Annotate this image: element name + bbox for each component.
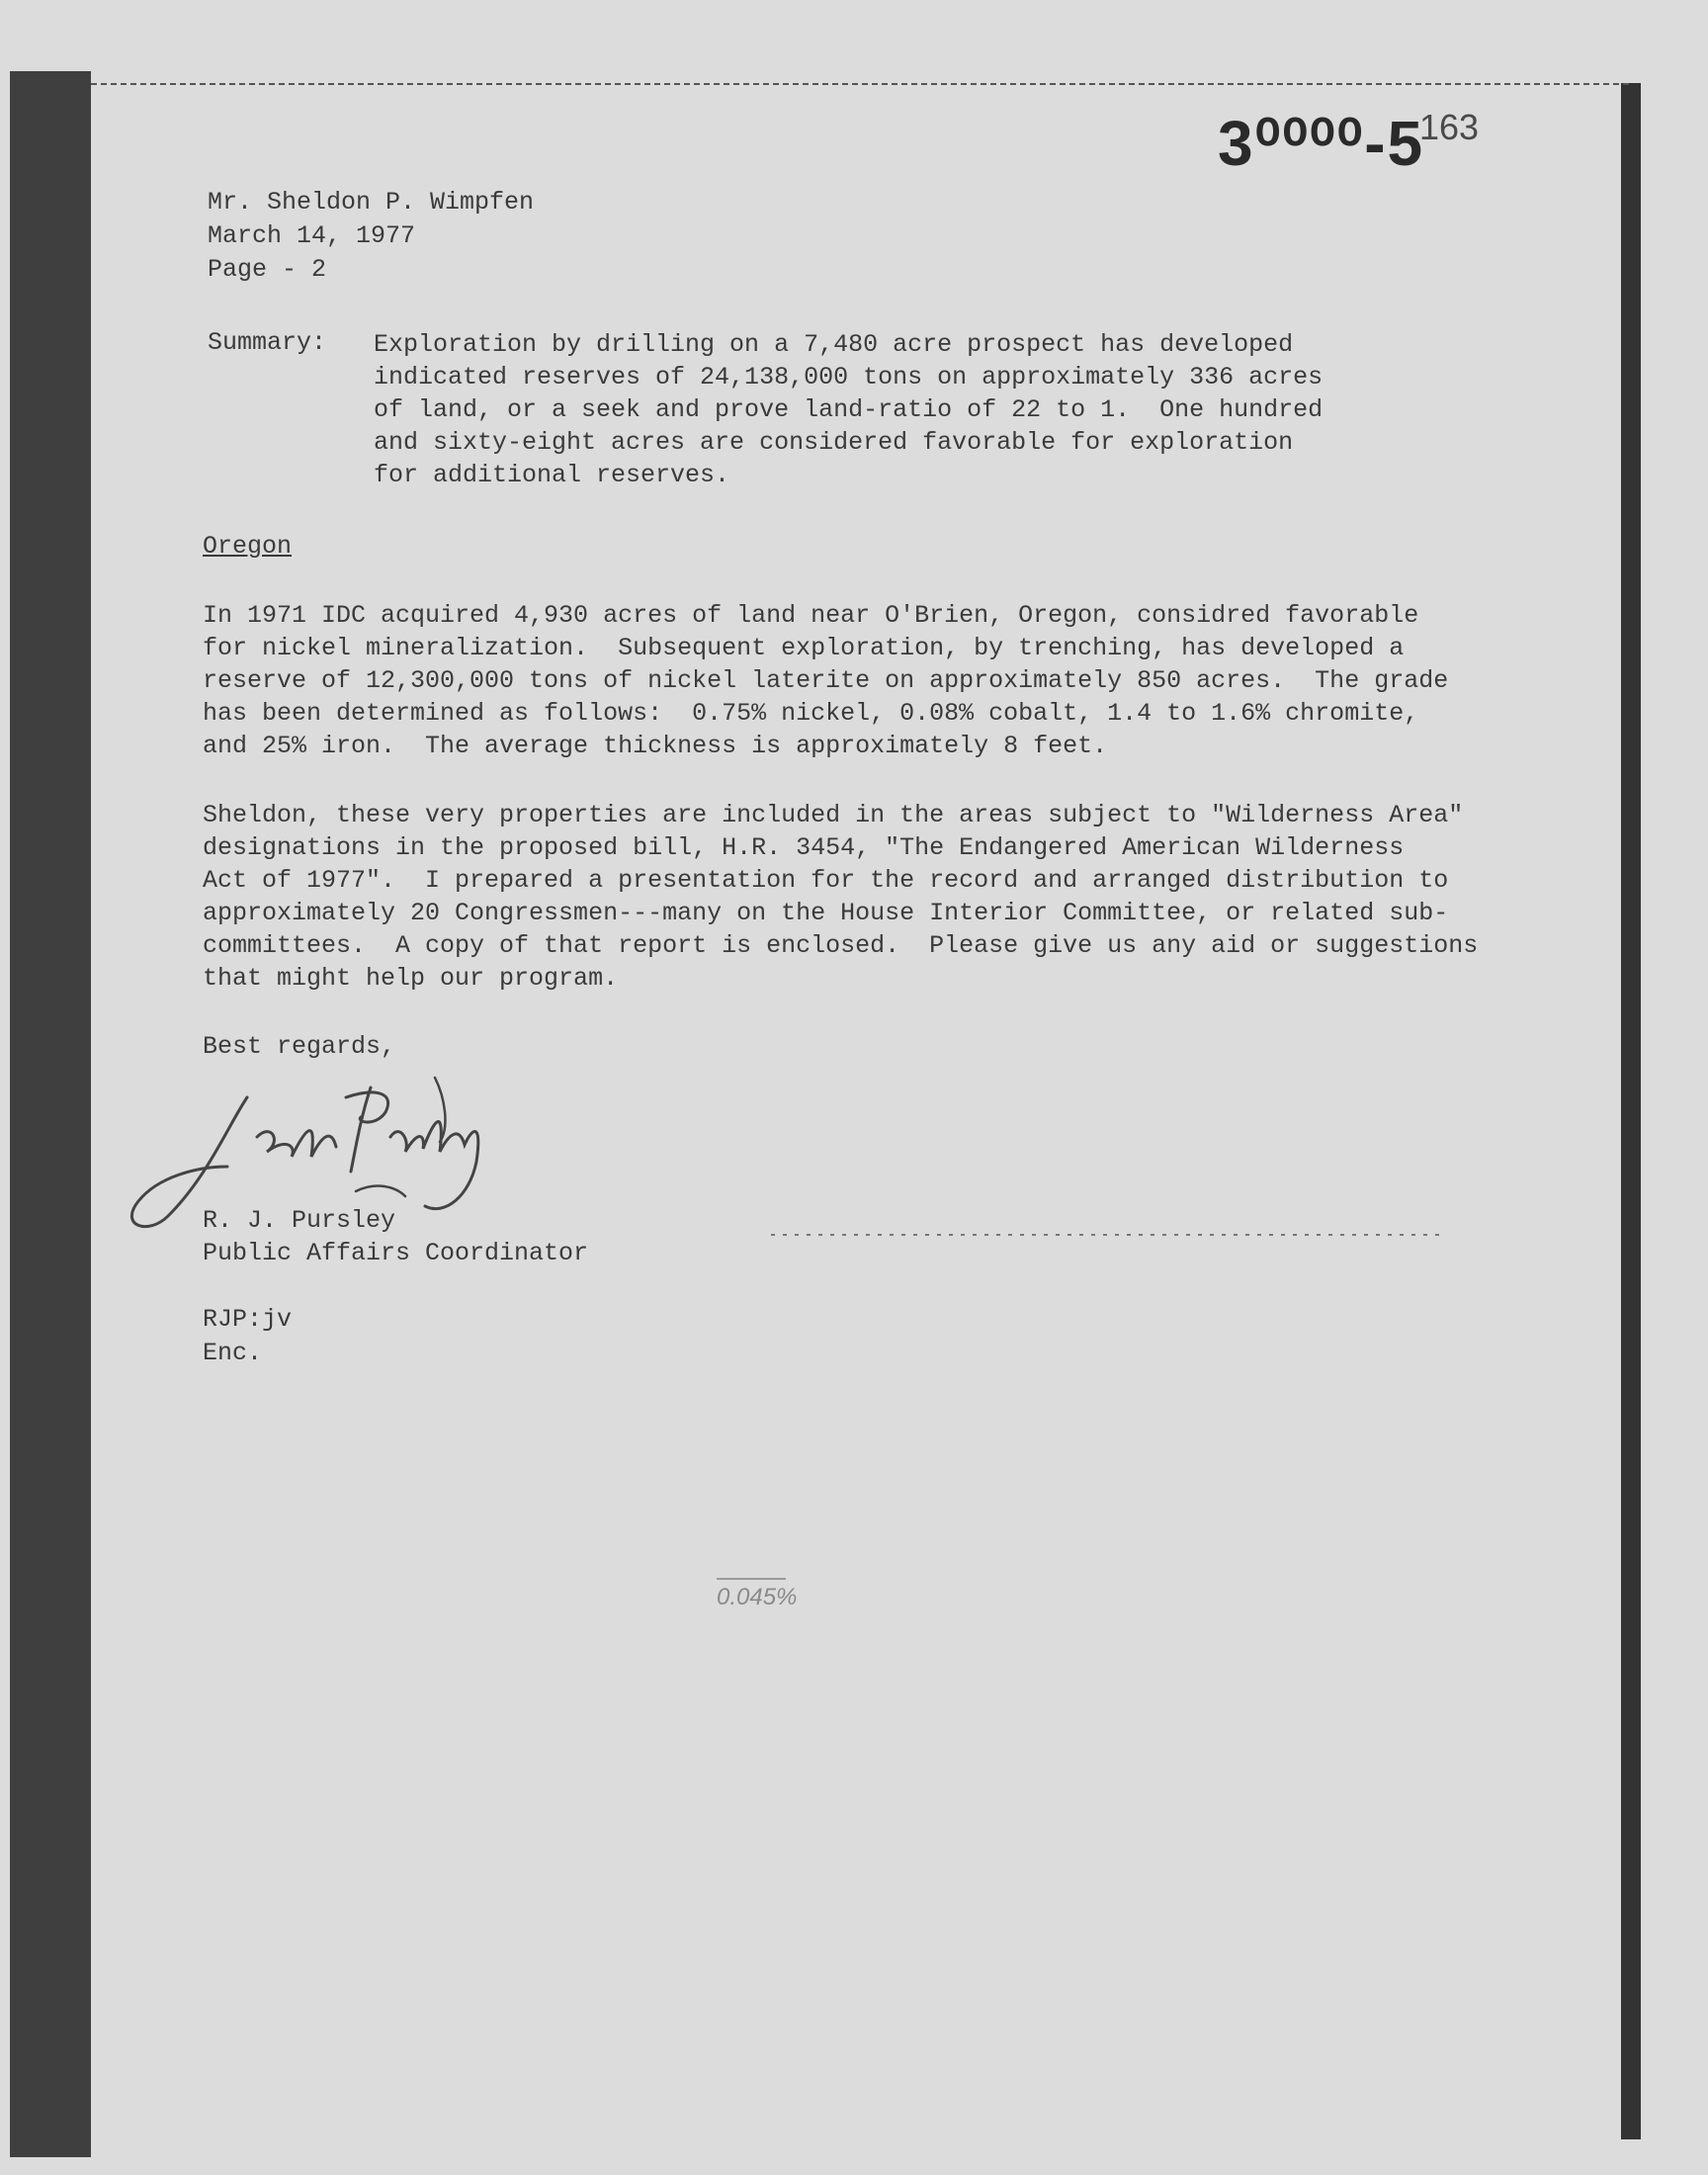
paragraph-line: approximately 20 Congressmen---many on the House Interior Committee, or related sub- (203, 899, 1449, 927)
document-stamp: 3⁰⁰⁰⁰-5 (1218, 108, 1425, 179)
paragraph-line: In 1971 IDC acquired 4,930 acres of land near O'Brien, Oregon, considred favorable (203, 601, 1419, 630)
paragraph-line: has been determined as follows: 0.75% nickel, 0.08% cobalt, 1.4 to 1.6% chromite, (203, 699, 1419, 728)
letter-date: March 14, 1977 (208, 221, 416, 250)
paragraph-line: committees. A copy of that report is enclosed. Please give us any aid or suggestions (203, 931, 1479, 960)
summary-line: of land, or a seek and prove land-ratio of 22 to 1. One hundred (374, 395, 1324, 424)
section-heading-oregon: Oregon (203, 532, 293, 561)
handwritten-note: 0.045% (717, 1584, 798, 1610)
signer-title: Public Affairs Coordinator (203, 1239, 589, 1267)
paragraph-line: designations in the proposed bill, H.R. 3454, "The Endangered American Wilderness (203, 833, 1405, 862)
enclosure-note: Enc. (203, 1339, 263, 1367)
closing-salutation: Best regards, (203, 1032, 396, 1061)
document-stamp-suffix: 163 (1419, 107, 1480, 147)
summary-line: indicated reserves of 24,138,000 tons on approximately 336 acres (374, 363, 1324, 392)
summary-line: and sixty-eight acres are considered favorable for exploration (374, 428, 1294, 457)
paragraph-line: for nickel mineralization. Subsequent exploration, by trenching, has developed a (203, 634, 1405, 662)
top-rule (91, 83, 1633, 85)
summary-label: Summary: (208, 328, 327, 357)
recipient-name: Mr. Sheldon P. Wimpfen (208, 188, 535, 217)
paragraph-line: Act of 1977". I prepared a presentation for the record and arranged distribution to (203, 866, 1449, 895)
page-number: Page - 2 (208, 255, 327, 284)
summary-line: Exploration by drilling on a 7,480 acre prospect has developed (374, 330, 1294, 359)
summary-line: for additional reserves. (374, 461, 730, 489)
signer-name: R. J. Pursley (203, 1206, 396, 1235)
sheldon-paragraph (203, 799, 1616, 995)
paragraph-line: and 25% iron. The average thickness is approximately 8 feet. (203, 732, 1108, 760)
paragraph-line: reserve of 12,300,000 tons of nickel laterite on approximately 850 acres. The grade (203, 666, 1449, 695)
paragraph-line: that might help our program. (203, 964, 619, 993)
summary-text (374, 328, 1441, 491)
scan-edge-right (1621, 83, 1641, 2139)
reference-initials: RJP:jv (203, 1305, 293, 1334)
scan-edge-left (10, 71, 91, 2157)
dotted-rule (771, 1234, 1443, 1236)
oregon-paragraph (203, 599, 1616, 762)
paragraph-line: Sheldon, these very properties are included in the areas subject to "Wilderness Area" (203, 801, 1464, 829)
